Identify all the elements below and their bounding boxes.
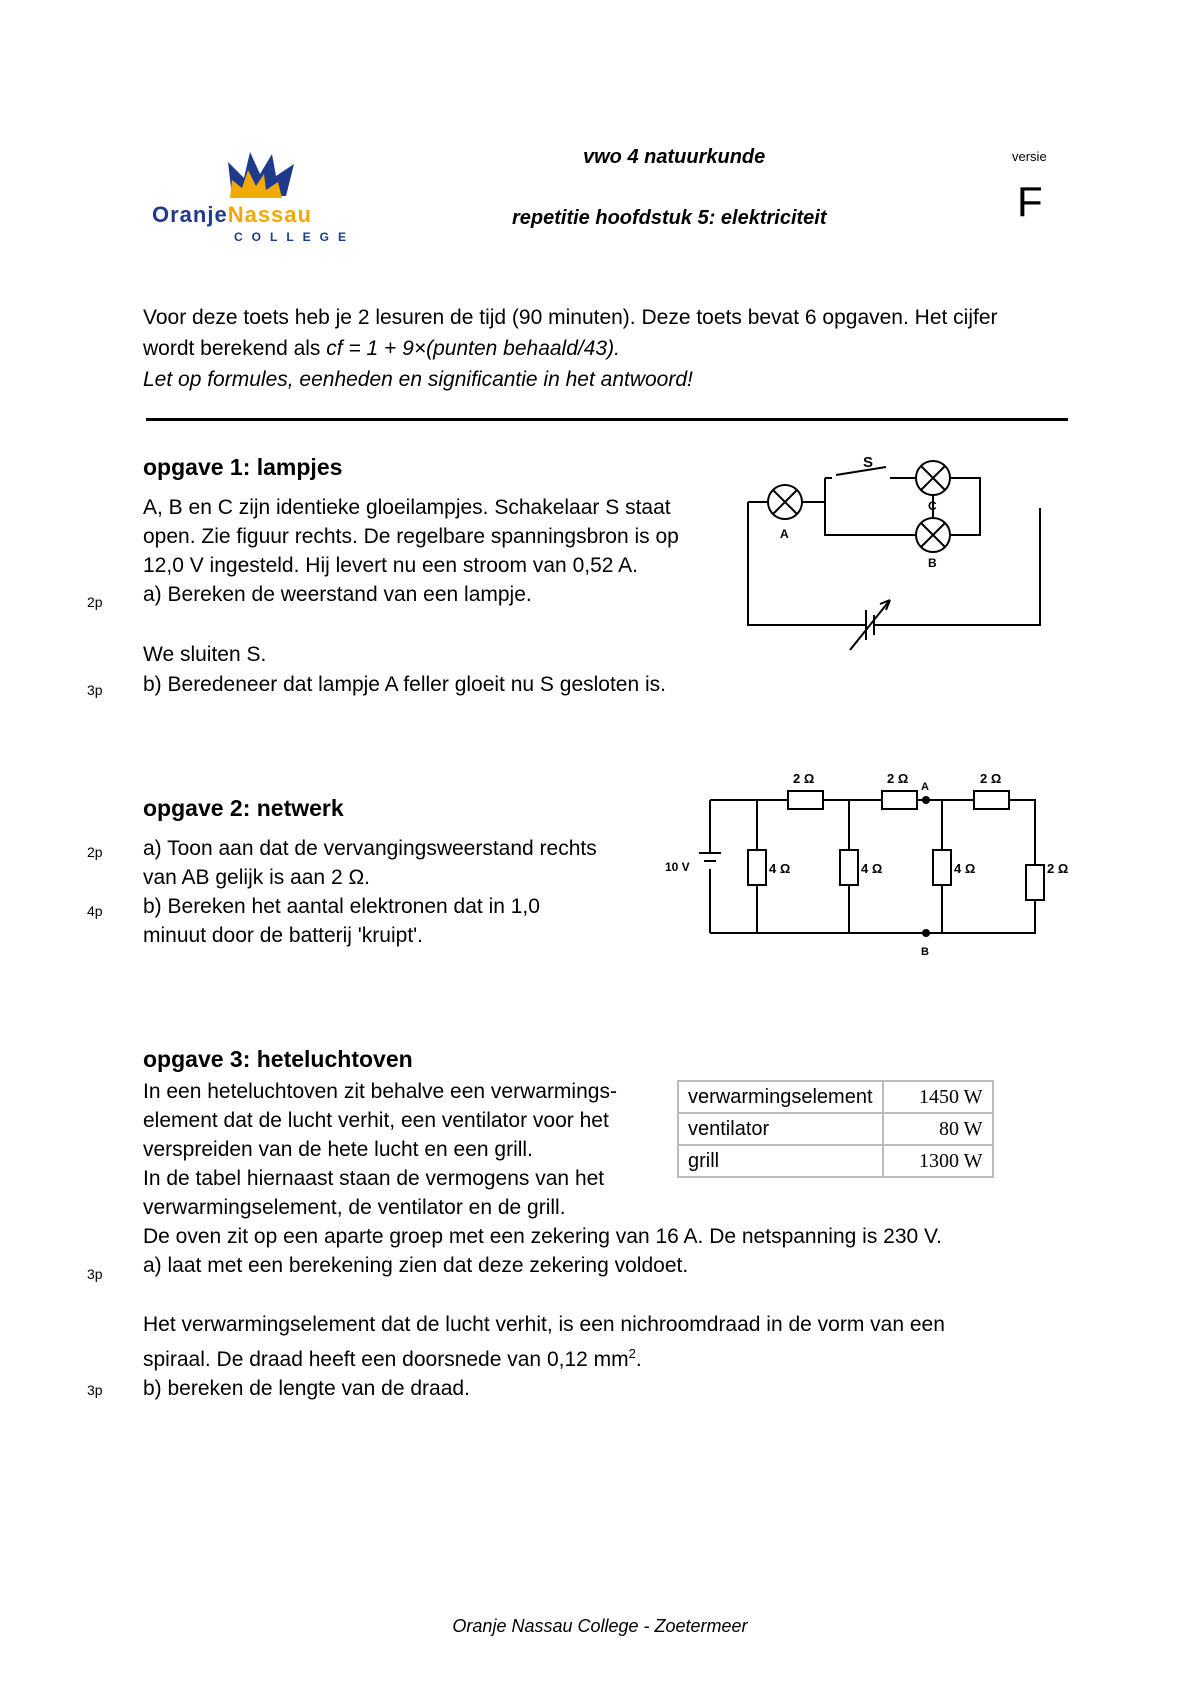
label-lamp-b: B: [928, 556, 937, 570]
resistor-top-2: [882, 791, 917, 809]
lamp-b: [916, 518, 950, 552]
opgave1-mid: We sluiten S.: [143, 643, 267, 666]
label-r-v4: 2 Ω: [1047, 861, 1069, 876]
circuit-lampjes: [740, 450, 1070, 660]
points-1b: 3p: [87, 682, 103, 698]
points-2a: 2p: [87, 844, 103, 860]
node-a-dot: [922, 796, 930, 804]
opgave3-title: opgave 3: heteluchtoven: [143, 1046, 413, 1072]
label-node-a: A: [921, 781, 929, 793]
divider: [146, 418, 1068, 421]
opgave3-body: In een heteluchtoven zit behalve een verwarmings- element dat de lucht verhit, een ventilator voor het verspreiden van de hete lucht en een grill. In de tabel hiernaast staan de vermogens van het verwarmingselement, de ventilator en de grill. De oven zit op een aparte groep met een zekering van 16 A. De netspanning is 230 V. a) laat met een berekening zien dat deze zekering voldoet.: [143, 1080, 942, 1277]
resistor-vertical-1: [748, 850, 766, 885]
intro-text: Voor deze toets heb je 2 lesuren de tijd (90 minuten). Deze toets bevat 6 opgaven. Het cijfer wordt berekend als cf = 1 + 9×(punten behaald/43). Let op formules, eenheden en significantie in het antwoord!: [143, 306, 998, 391]
table-row: [678, 1081, 993, 1113]
test-subtitle: repetitie hoofdstuk 5: elektriciteit: [512, 207, 827, 229]
table-cell-power: 1300 W: [883, 1145, 993, 1177]
opgave1-qb: b) Beredeneer dat lampje A feller gloeit nu S gesloten is.: [143, 673, 666, 696]
opgave1-title: opgave 1: lampjes: [143, 454, 343, 480]
logo-name: OranjeNassau: [152, 202, 312, 227]
table-cell-name: grill: [678, 1145, 883, 1177]
opgave2-title: opgave 2: netwerk: [143, 795, 344, 821]
label-r-top-2: 2 Ω: [887, 771, 909, 786]
resistor-vertical-2: [840, 850, 858, 885]
resistor-vertical-3: [933, 850, 951, 885]
table-cell-name: ventilator: [678, 1113, 883, 1145]
points-3a: 3p: [87, 1266, 103, 1282]
table-cell-power: 80 W: [883, 1113, 993, 1145]
label-lamp-a: A: [780, 527, 789, 541]
table-cell-name: verwarmingselement: [678, 1081, 883, 1113]
opgave3-part2: Het verwarmingselement dat de lucht verhit, is een nichroomdraad in de vorm van een spiraal. De draad heeft een doorsnede van 0,12 $mm^2$. b) bereken de lengte van de draad.: [143, 1313, 945, 1400]
logo-subtitle: COLLEGE: [234, 230, 356, 244]
version-label: versie: [1012, 149, 1047, 164]
version-value: F: [1017, 178, 1043, 225]
label-r-v1: 4 Ω: [769, 861, 791, 876]
label-r-v2: 4 Ω: [861, 861, 883, 876]
label-node-b: B: [921, 946, 929, 958]
course-title: vwo 4 natuurkunde: [583, 146, 766, 168]
circuit-netwerk: [665, 765, 1085, 965]
node-b-dot: [922, 929, 930, 937]
resistor-top-3: [974, 791, 1009, 809]
lamp-a: [768, 485, 802, 519]
resistor-top-1: [788, 791, 823, 809]
label-lamp-c: C: [928, 499, 937, 513]
points-1a: 2p: [87, 594, 103, 610]
crown-icon: [228, 150, 296, 198]
lamp-c: [916, 461, 950, 495]
page-footer: Oranje Nassau College - Zoetermeer: [452, 1616, 748, 1636]
opgave1-body: A, B en C zijn identieke gloeilampjes. Schakelaar S staat open. Zie figuur rechts. De regelbare spanningsbron is op 12,0 V ingesteld. Hij levert nu een stroom van 0,52 A. a) Bereken de weerstand van een lampje.: [143, 496, 679, 606]
power-table: [677, 1080, 994, 1178]
table-cell-power: 1450 W: [883, 1081, 993, 1113]
points-3b: 3p: [87, 1382, 103, 1398]
points-2b: 4p: [87, 903, 103, 919]
table-row: [678, 1113, 993, 1145]
label-r-top-3: 2 Ω: [980, 771, 1002, 786]
opgave2-body: a) Toon aan dat de vervangingsweerstand rechts van AB gelijk is aan 2 Ω. b) Bereken het aantal elektronen dat in 1,0 minuut door de batterij 'kruipt'.: [143, 837, 597, 947]
resistor-vertical-4: [1026, 865, 1044, 900]
label-r-v3: 4 Ω: [954, 861, 976, 876]
label-switch-s: S: [863, 454, 874, 471]
table-row: [678, 1145, 993, 1177]
label-r-top-1: 2 Ω: [793, 771, 815, 786]
school-logo: [150, 150, 356, 250]
label-battery: 10 V: [665, 860, 690, 874]
